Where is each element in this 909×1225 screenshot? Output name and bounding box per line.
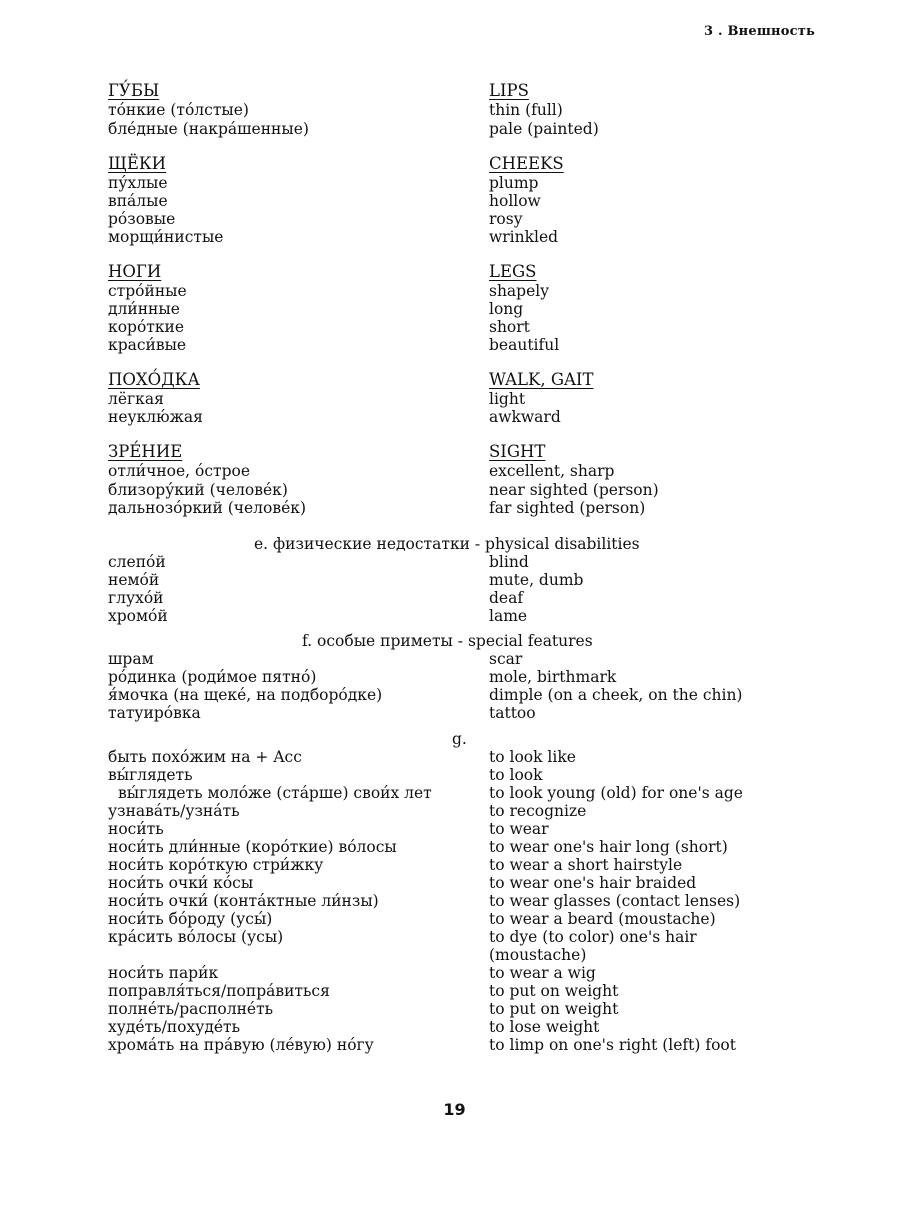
vocab-entry: to wear one's hair long (short) — [489, 838, 728, 856]
vocab-entry: light — [489, 390, 526, 408]
vocab-entry: лёгкая — [108, 390, 164, 408]
vocab-entry: to wear — [489, 820, 549, 838]
vocab-entry: носи́ть коро́ткую стри́жку — [108, 856, 324, 874]
vocab-entry: far sighted (person) — [489, 499, 646, 517]
vocab-entry: близору́кий (челове́к) — [108, 481, 288, 499]
vocab-entry: long — [489, 300, 524, 318]
vocab-entry: to put on weight — [489, 1000, 619, 1018]
vocab-entry: to wear a beard (moustache) — [489, 910, 716, 928]
vocab-entry: pale (painted) — [489, 120, 599, 138]
section-heading: ГУ́БЫ — [108, 81, 160, 100]
vocab-entry: to look like — [489, 748, 576, 766]
vocab-entry: to look — [489, 766, 543, 784]
vocab-entry: хромо́й — [108, 607, 168, 625]
vocab-entry: кра́сить во́лосы (усы) — [108, 928, 284, 946]
vocab-entry: tattoo — [489, 704, 536, 722]
vocab-entry: to limp on one's right (left) foot — [489, 1036, 736, 1054]
vocab-entry: ро́динка (роди́мое пятно́) — [108, 668, 317, 686]
vocab-entry: носи́ть очки́ (конта́ктные ли́нзы) — [108, 892, 379, 910]
vocab-entry: mole, birthmark — [489, 668, 617, 686]
vocab-entry: поправля́ться/попра́виться — [108, 982, 330, 1000]
page-number: 19 — [443, 1100, 466, 1119]
vocab-entry: я́мочка (на щеке́, на подборо́дке) — [108, 686, 383, 704]
section-heading: LIPS — [489, 81, 529, 100]
vocab-entry: носи́ть дли́нные (коро́ткие) во́лосы — [108, 838, 397, 856]
vocab-entry: узнава́ть/узна́ть — [108, 802, 240, 820]
vocab-entry: носи́ть очки́ ко́сы — [108, 874, 254, 892]
subsection-title: f. особые приметы - special features — [302, 632, 593, 650]
vocab-entry: дальнозо́ркий (челове́к) — [108, 499, 306, 517]
vocab-entry: scar — [489, 650, 523, 668]
section-heading: SIGHT — [489, 442, 546, 461]
vocab-entry: носи́ть бо́роду (усы́) — [108, 910, 273, 928]
vocab-entry: dimple (on a cheek, on the chin) — [489, 686, 743, 704]
vocab-entry: short — [489, 318, 530, 336]
vocab-entry: неуклю́жая — [108, 408, 203, 426]
vocab-entry: to lose weight — [489, 1018, 600, 1036]
vocab-entry: худе́ть/похуде́ть — [108, 1018, 241, 1036]
vocab-entry: awkward — [489, 408, 561, 426]
vocab-entry: вы́глядеть моло́же (ста́рше) свои́х лет — [118, 784, 432, 802]
vocab-entry: пу́хлые — [108, 174, 168, 192]
vocab-entry: коро́ткие — [108, 318, 185, 336]
vocab-entry: слепо́й — [108, 553, 166, 571]
vocab-entry: to recognize — [489, 802, 587, 820]
vocab-entry: глухо́й — [108, 589, 164, 607]
vocab-entry: wrinkled — [489, 228, 559, 246]
vocab-entry: быть похо́жим на + Acc — [108, 748, 302, 766]
vocab-entry: (moustache) — [489, 946, 587, 964]
vocab-entry: thin (full) — [489, 101, 563, 119]
vocab-entry: стро́йные — [108, 282, 187, 300]
section-heading: LEGS — [489, 262, 537, 281]
vocab-entry: to wear a wig — [489, 964, 596, 982]
vocab-entry: lame — [489, 607, 528, 625]
vocab-entry: краси́вые — [108, 336, 187, 354]
vocab-entry: rosy — [489, 210, 523, 228]
vocab-entry: татуиро́вка — [108, 704, 201, 722]
section-heading: ЩЁКИ — [108, 154, 167, 173]
vocab-entry: бле́дные (накра́шенные) — [108, 120, 309, 138]
vocab-entry: немо́й — [108, 571, 160, 589]
vocab-entry: шрам — [108, 650, 154, 668]
vocab-entry: plump — [489, 174, 539, 192]
vocab-entry: to wear glasses (contact lenses) — [489, 892, 741, 910]
running-header: 3 . Внешность — [704, 24, 815, 39]
section-heading: CHEEKS — [489, 154, 564, 173]
vocab-entry: mute, dumb — [489, 571, 584, 589]
vocab-entry: хрома́ть на пра́вую (ле́вую) но́гу — [108, 1036, 374, 1054]
vocab-entry: то́нкие (то́лстые) — [108, 101, 249, 119]
vocab-entry: beautiful — [489, 336, 560, 354]
section-heading: ЗРЕ́НИЕ — [108, 442, 183, 461]
vocab-entry: to put on weight — [489, 982, 619, 1000]
vocab-entry: blind — [489, 553, 529, 571]
vocab-entry: впа́лые — [108, 192, 168, 210]
vocab-entry: to wear one's hair braided — [489, 874, 697, 892]
vocab-entry: носи́ть пари́к — [108, 964, 219, 982]
vocab-entry: deaf — [489, 589, 524, 607]
vocab-entry: to dye (to color) one's hair — [489, 928, 697, 946]
vocab-entry: excellent, sharp — [489, 462, 615, 480]
vocab-entry: морщи́нистые — [108, 228, 224, 246]
section-heading: WALK, GAIT — [489, 370, 594, 389]
vocab-entry: отли́чное, о́строе — [108, 462, 251, 480]
vocab-entry: полне́ть/располне́ть — [108, 1000, 274, 1018]
vocab-entry: дли́нные — [108, 300, 180, 318]
vocab-entry: to wear a short hairstyle — [489, 856, 683, 874]
vocab-entry: ро́зовые — [108, 210, 176, 228]
subsection-title: g. — [452, 730, 467, 748]
vocab-entry: носи́ть — [108, 820, 164, 838]
vocab-entry: shapely — [489, 282, 549, 300]
vocab-entry: near sighted (person) — [489, 481, 659, 499]
section-heading: НОГИ — [108, 262, 162, 281]
vocab-entry: to look young (old) for one's age — [489, 784, 743, 802]
section-heading: ПОХО́ДКА — [108, 370, 200, 389]
vocab-entry: hollow — [489, 192, 541, 210]
subsection-title: е. физические недостатки - physical disabilities — [254, 535, 640, 553]
vocab-entry: вы́глядеть — [108, 766, 193, 784]
